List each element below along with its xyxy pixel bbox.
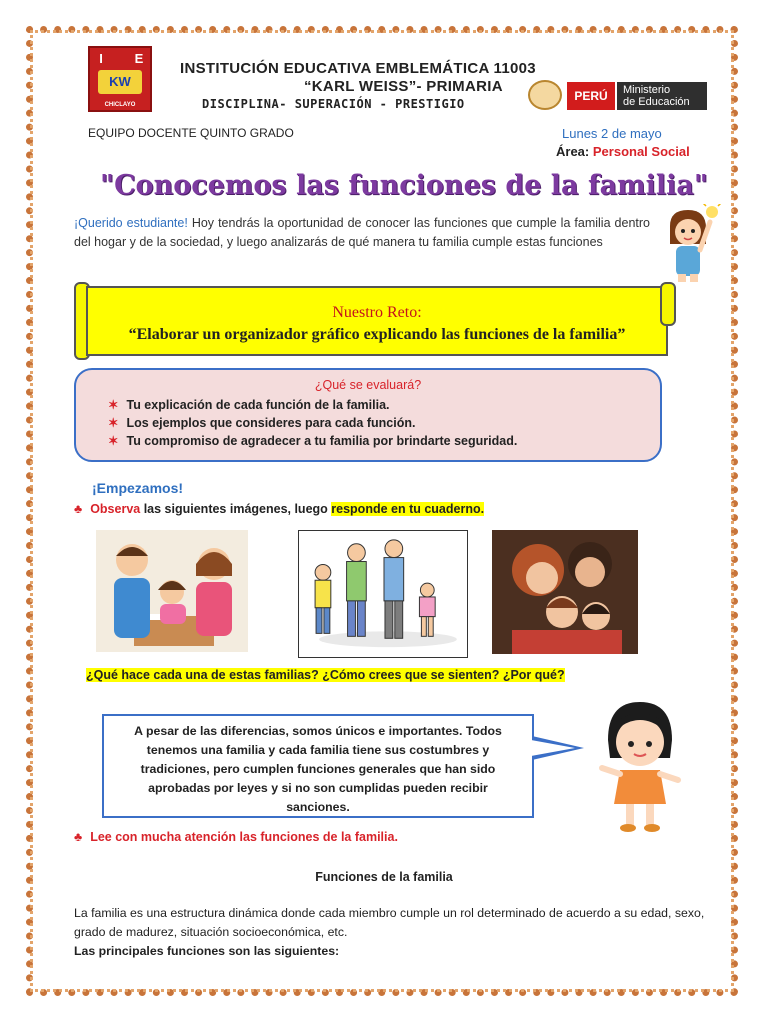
club-icon: ♣ <box>74 830 83 844</box>
area-label: Área: <box>556 144 590 159</box>
question: ¿Qué hace cada una de estas familias? ¿Cómo crees que se sienten? ¿Por qué? <box>86 668 565 682</box>
girl-speaking-illustration-icon <box>590 700 686 836</box>
peru-badge: PERÚ <box>567 82 615 110</box>
evaluation-heading: ¿Qué se evaluará? <box>314 378 422 392</box>
logo-cell: I <box>99 51 103 66</box>
list-item <box>108 432 517 450</box>
star-icon: ✶ <box>108 398 119 412</box>
ministerio-line1: Ministerio <box>623 84 671 96</box>
list-item-text: Tu compromiso de agradecer a tu familia por brindarte seguridad. <box>126 434 518 448</box>
school-motto: DISCIPLINA- SUPERACIÓN - PRESTIGIO <box>202 97 465 111</box>
school-logo <box>88 46 152 112</box>
scroll-roll-right <box>660 282 676 326</box>
teacher-team: EQUIPO DOCENTE QUINTO GRADO <box>88 126 294 140</box>
challenge-text: “Elaborar un organizador gráfico explicando las funciones de la familia” <box>128 326 626 343</box>
subject-area <box>556 144 690 159</box>
observe-instruction <box>74 502 484 516</box>
ministerio-badge <box>617 82 707 110</box>
section-text: La familia es una estructura dinámica donde cada miembro cumple un rol determinado de acuerdo a su edad, sexo, grado de madurez, situación socioeconómica, etc. <box>74 906 705 939</box>
area-value: Personal Social <box>592 144 690 159</box>
start-heading: ¡Empezamos! <box>92 480 184 496</box>
list-item <box>108 414 517 432</box>
family-studying-image <box>96 530 248 652</box>
challenge-heading: Nuestro Reto: <box>332 304 422 321</box>
speech-bubble-text: A pesar de las diferencias, somos únicos e importantes. Todos tenemos una familia y cada familia tiene sus costumbres y tradiciones, pero cumplen funciones generales que han sido aprobadas por leyes y si no son cumplidas pueden recibir sanciones. <box>134 724 502 814</box>
speech-bubble-tail-fill <box>531 740 575 756</box>
list-item <box>108 396 517 414</box>
intro-paragraph <box>74 214 650 252</box>
family-hug-image <box>492 530 638 654</box>
school-subtitle: “KARL WEISS”- PRIMARIA <box>304 78 503 95</box>
list-item-text: Los ejemplos que consideres para cada función. <box>126 416 416 430</box>
ministerio-line2: de Educación <box>623 96 690 108</box>
read-instruction-text: Lee con mucha atención las funciones de la familia. <box>90 830 398 844</box>
page-title: "Conocemos las funciones de la familia" <box>100 170 708 201</box>
intro-text: Hoy tendrás la oportunidad de conocer las funciones que cumple la familia dentro del hogar y de la sociedad, y luego analizarás de qué manera tu familia cumple estas funciones <box>74 216 650 249</box>
observe-highlight: responde en tu cuaderno. <box>331 502 485 516</box>
star-icon: ✶ <box>108 434 119 448</box>
school-name: INSTITUCIÓN EDUCATIVA EMBLEMÁTICA 11003 <box>180 60 536 77</box>
section-lead: Las principales funciones son las siguientes: <box>74 944 340 958</box>
club-icon: ♣ <box>74 502 83 516</box>
section-paragraph <box>74 904 714 961</box>
peru-shield-icon <box>528 80 562 110</box>
logo-city: CHICLAYO <box>104 102 136 108</box>
logo-initials: KW <box>98 70 142 94</box>
logo-cell: E <box>134 51 144 66</box>
evaluation-box <box>74 368 662 462</box>
family-walking-image <box>298 530 468 658</box>
list-item-text: Tu explicación de cada función de la familia. <box>126 398 390 412</box>
challenge-sheet <box>86 286 668 356</box>
intro-greeting: ¡Querido estudiante! <box>74 216 188 230</box>
challenge-banner <box>74 282 676 360</box>
read-instruction <box>74 830 398 844</box>
date: Lunes 2 de mayo <box>562 126 662 141</box>
evaluation-list <box>108 396 517 450</box>
observe-text: las siguientes imágenes, luego <box>140 502 332 516</box>
observe-word: Observa <box>90 502 141 516</box>
section-title: Funciones de la familia <box>315 870 453 884</box>
girl-idea-illustration-icon <box>656 204 722 282</box>
star-icon: ✶ <box>108 416 119 430</box>
speech-bubble <box>102 714 534 818</box>
